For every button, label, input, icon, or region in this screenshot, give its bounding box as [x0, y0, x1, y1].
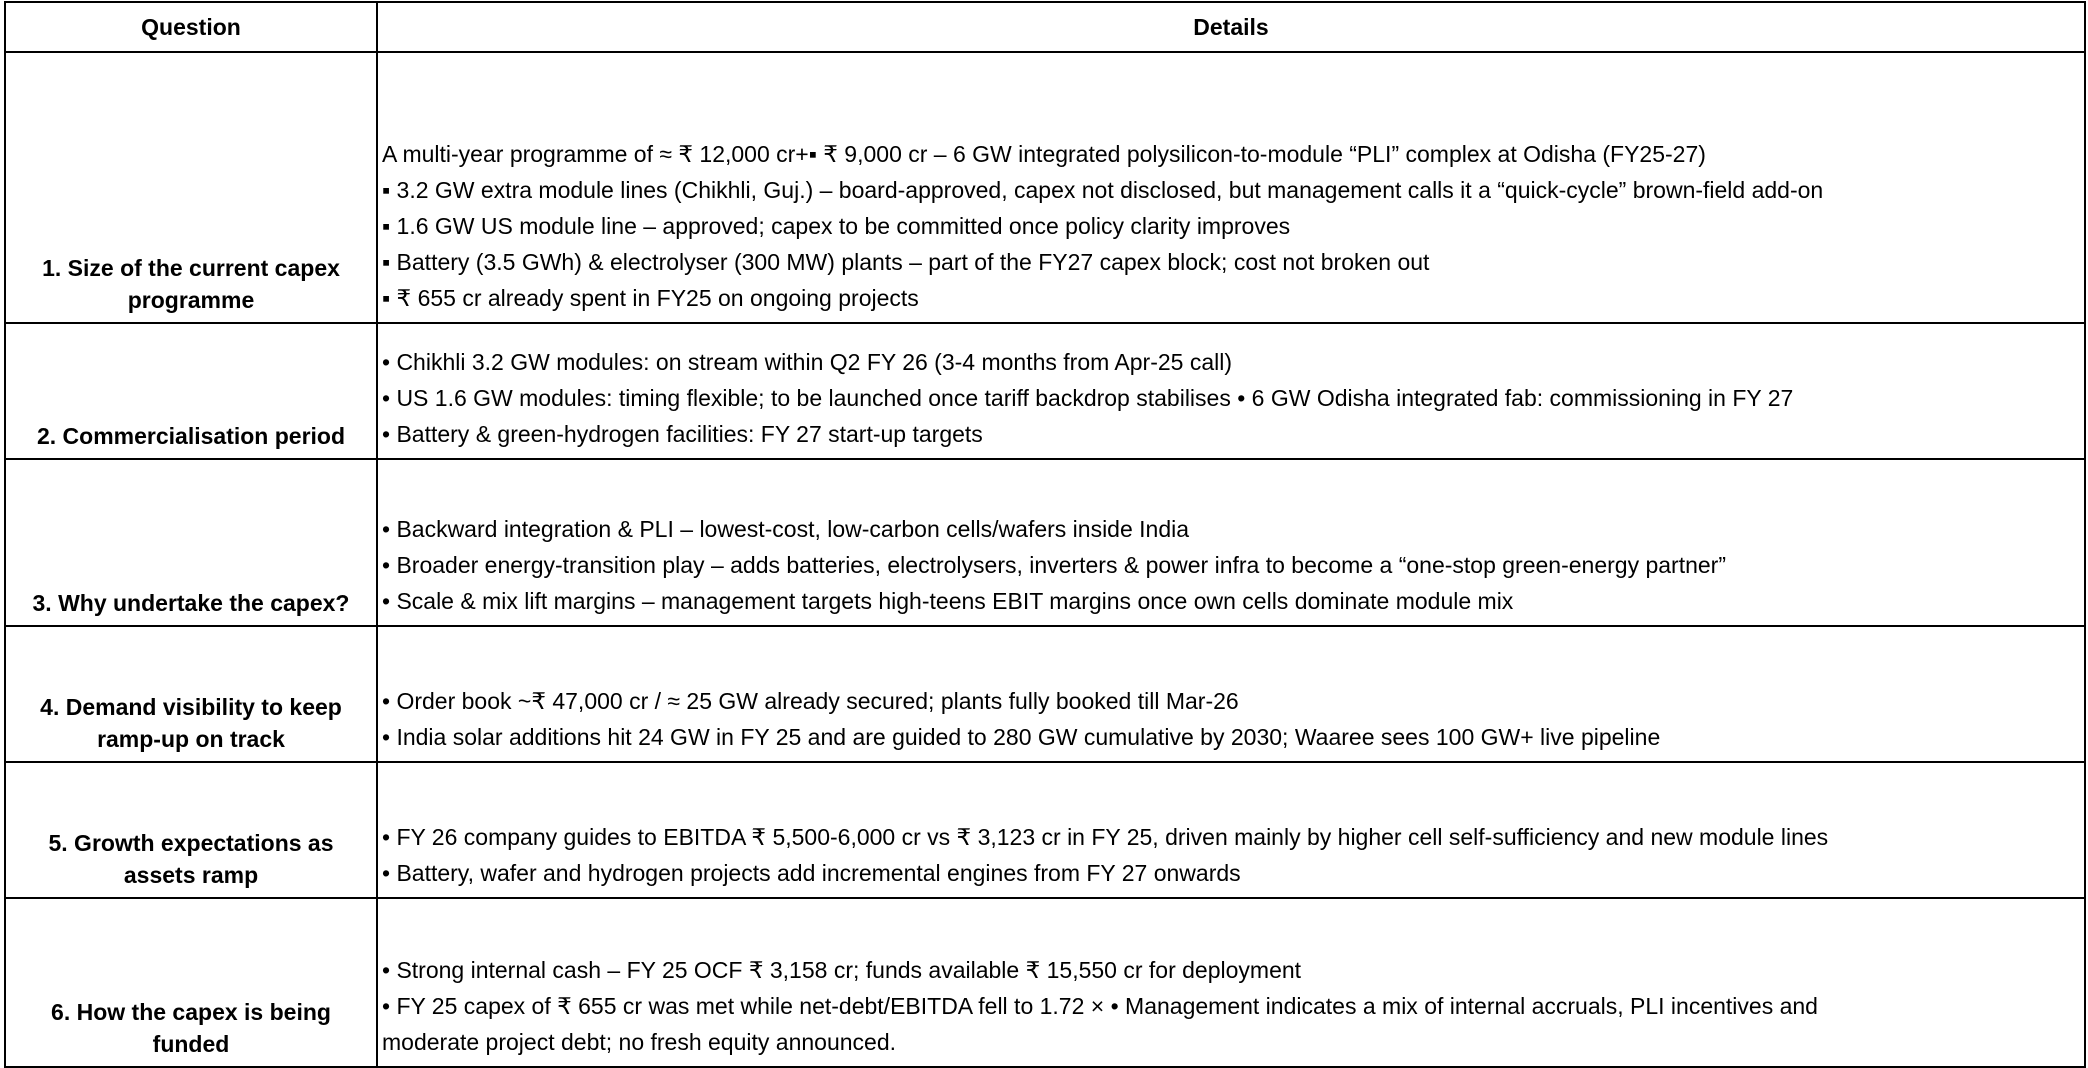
detail-line: ▪ 3.2 GW extra module lines (Chikhli, Guj.) – board-approved, capex not disclosed, but management calls it a “quick-cycle” brown-field add-on [382, 177, 1824, 203]
detail-line: • US 1.6 GW modules: timing flexible; to be launched once tariff backdrop stabilises • 6 GW Odisha integrated fab: commissioning in FY 27 [382, 385, 1794, 411]
capex-qa-table [4, 1, 2086, 1068]
detail-line: • Chikhli 3.2 GW modules: on stream within Q2 FY 26 (3-4 months from Apr-25 call) [382, 349, 1233, 375]
table-row [5, 459, 2085, 626]
details-cell [377, 52, 2085, 323]
detail-line: • Strong internal cash – FY 25 OCF ₹ 3,158 cr; funds available ₹ 15,550 cr for deployment [382, 957, 1302, 983]
detail-line: ▪ 1.6 GW US module line – approved; capex to be committed once policy clarity improves [382, 213, 1291, 239]
details-cell [377, 459, 2085, 626]
table-row [5, 626, 2085, 762]
question-cell: 6. How the capex is being funded [5, 898, 377, 1067]
details-cell [377, 762, 2085, 898]
question-cell: 4. Demand visibility to keep ramp-up on track [5, 626, 377, 762]
detail-line: ▪ ₹ 655 cr already spent in FY25 on ongoing projects [382, 285, 919, 311]
details-cell [377, 898, 2085, 1067]
detail-line: • Order book ~₹ 47,000 cr / ≈ 25 GW already secured; plants fully booked till Mar-26 [382, 688, 1239, 714]
detail-line: ▪ Battery (3.5 GWh) & electrolyser (300 MW) plants – part of the FY27 capex block; cost not broken out [382, 249, 1430, 275]
detail-line: • Backward integration & PLI – lowest-cost, low-carbon cells/wafers inside India [382, 516, 1190, 542]
table-row [5, 898, 2085, 1067]
details-column-header: Details [377, 2, 2085, 52]
question-cell: 3. Why undertake the capex? [5, 459, 377, 626]
detail-line: • Battery & green-hydrogen facilities: FY 27 start-up targets [382, 421, 983, 447]
details-cell [377, 626, 2085, 762]
table-row [5, 762, 2085, 898]
question-column-header: Question [5, 2, 377, 52]
table-row [5, 52, 2085, 323]
detail-line: • FY 26 company guides to EBITDA ₹ 5,500-6,000 cr vs ₹ 3,123 cr in FY 25, driven mainly by higher cell self-sufficiency and new module lines [382, 824, 1829, 850]
details-cell [377, 323, 2085, 459]
question-cell: 5. Growth expectations as assets ramp [5, 762, 377, 898]
question-cell: 1. Size of the current capex programme [5, 52, 377, 323]
detail-line: moderate project debt; no fresh equity announced. [382, 1029, 897, 1055]
header-row [5, 2, 2085, 52]
detail-line: • Battery, wafer and hydrogen projects add incremental engines from FY 27 onwards [382, 860, 1241, 886]
detail-line: A multi-year programme of ≈ ₹ 12,000 cr+▪ ₹ 9,000 cr – 6 GW integrated polysilicon-to-module “PLI” complex at Odisha (FY25-27) [382, 141, 1706, 167]
detail-line: • Broader energy-transition play – adds batteries, electrolysers, inverters & power infra to become a “one-stop green-energy partner” [382, 552, 1726, 578]
detail-line: • India solar additions hit 24 GW in FY 25 and are guided to 280 GW cumulative by 2030; Waaree sees 100 GW+ live pipeline [382, 724, 1661, 750]
question-cell: 2. Commercialisation period [5, 323, 377, 459]
detail-line: • FY 25 capex of ₹ 655 cr was met while net-debt/EBITDA fell to 1.72 × • Management indicates a mix of internal accruals, PLI incentives and [382, 993, 1818, 1019]
table-row [5, 323, 2085, 459]
detail-line: • Scale & mix lift margins – management targets high-teens EBIT margins once own cells dominate module mix [382, 588, 1514, 614]
